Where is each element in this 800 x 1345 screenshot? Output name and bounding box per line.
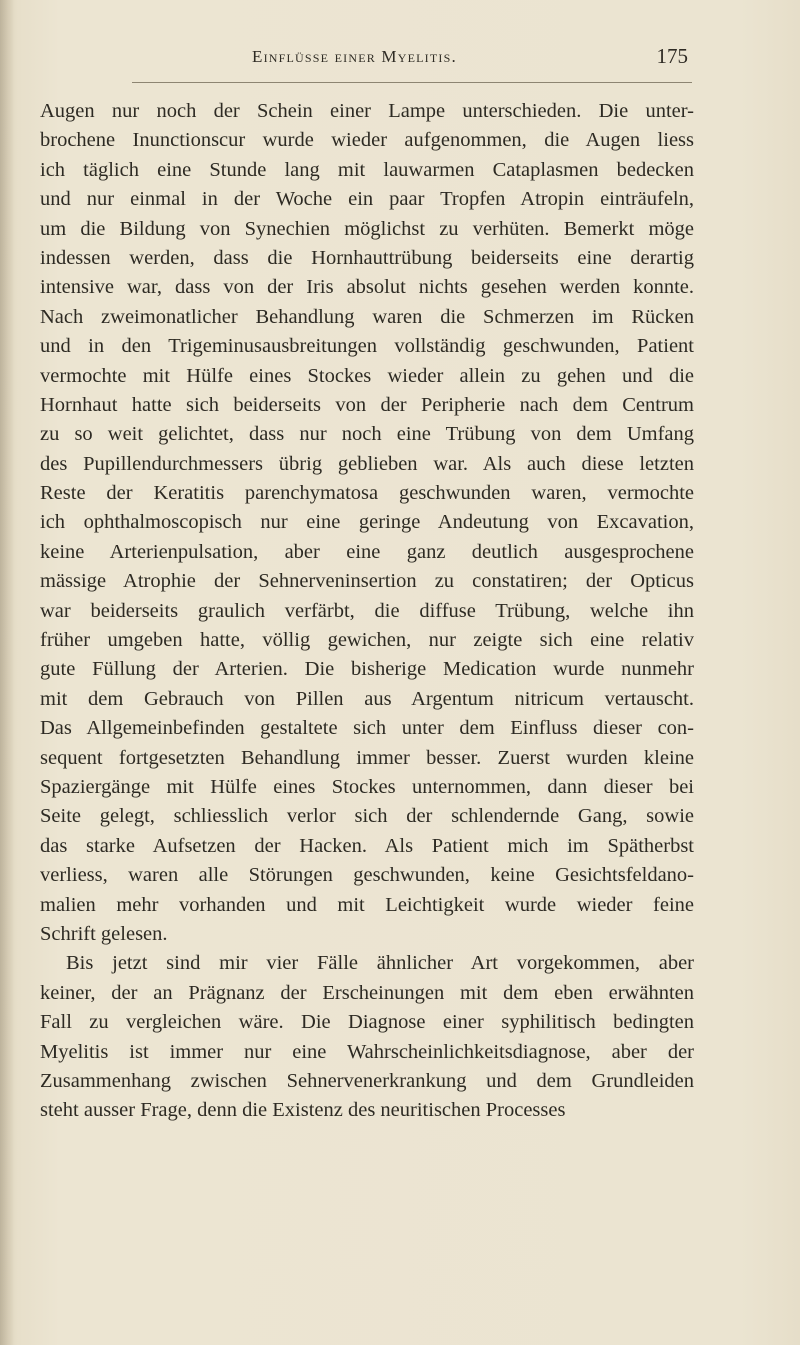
text-line: Augen nur noch der Schein einer Lampe unterschieden. Die unter-: [40, 100, 694, 122]
text-line: gute Füllung der Arterien. Die bisherige Medication wurde nunmehr: [40, 658, 694, 681]
text-line: und nur einmal in der Woche ein paar Tropfen Atropin einträufeln,: [40, 188, 694, 211]
text-line: verliess, waren alle Störungen geschwunden, keine Gesichtsfeldano-: [40, 864, 694, 887]
paragraph: [40, 97, 694, 949]
text-line: ich täglich eine Stunde lang mit lauwarmen Cataplasmen bedecken: [40, 158, 694, 181]
text-line: mit dem Gebrauch von Pillen aus Argentum nitricum vertauscht.: [40, 687, 694, 710]
text-line: zu so weit gelichtet, dass nur noch eine Trübung von dem Umfang: [40, 423, 694, 446]
text-line: Myelitis ist immer nur eine Wahrscheinlichkeitsdiagnose, aber der: [40, 1040, 694, 1063]
text-line: früher umgeben hatte, völlig gewichen, nur zeigte sich eine relativ: [40, 629, 694, 652]
text-line: intensive war, dass von der Iris absolut nichts gesehen werden konnte.: [40, 276, 694, 299]
text-line: Seite gelegt, schliesslich verlor sich der schlendernde Gang, sowie: [40, 805, 694, 828]
text-line: keine Arterienpulsation, aber eine ganz deutlich ausgesprochene: [40, 540, 694, 563]
running-head: [252, 44, 688, 73]
page-number: 175: [656, 44, 688, 68]
text-line: mässige Atrophie der Sehnerveninsertion zu constatiren; der Opticus: [40, 570, 694, 593]
text-line: vermochte mit Hülfe eines Stockes wieder allein zu gehen und die: [40, 364, 694, 387]
text-line: Reste der Keratitis parenchymatosa geschwunden waren, vermochte: [40, 482, 694, 505]
text-line: des Pupillendurchmessers übrig geblieben war. Als auch diese letzten: [40, 452, 694, 475]
text-line: das starke Aufsetzen der Hacken. Als Patient mich im Spätherbst: [40, 834, 694, 857]
text-line: ich ophthalmoscopisch nur eine geringe Andeutung von Excavation,: [40, 511, 694, 534]
text-line: Fall zu vergleichen wäre. Die Diagnose einer syphilitisch bedingten: [40, 1011, 694, 1034]
text-line: malien mehr vorhanden und mit Leichtigkeit wurde wieder feine: [40, 893, 694, 916]
text-line: indessen werden, dass die Hornhauttrübung beiderseits eine derartig: [40, 246, 694, 269]
text-line: Spaziergänge mit Hülfe eines Stockes unternommen, dann dieser bei: [40, 775, 694, 798]
text-line: war beiderseits graulich verfärbt, die diffuse Trübung, welche ihn: [40, 599, 694, 622]
page-spine-shadow: [0, 0, 14, 1345]
text-line: sequent fortgesetzten Behandlung immer besser. Zuerst wurden kleine: [40, 746, 694, 769]
text-line: steht ausser Frage, denn die Existenz des neuritischen Processes: [40, 1099, 566, 1122]
body-text: [40, 97, 694, 1126]
header-rule: [132, 82, 692, 83]
text-line: brochene Inunctionscur wurde wieder aufgenommen, die Augen liess: [40, 129, 694, 152]
text-line: Hornhaut hatte sich beiderseits von der Peripherie nach dem Centrum: [40, 393, 694, 416]
text-line: Bis jetzt sind mir vier Fälle ähnlicher Art vorgekommen, aber: [66, 952, 694, 975]
running-title: Einflüsse einer Myelitis.: [252, 47, 457, 66]
paragraph: [40, 949, 694, 1125]
text-line: keiner, der an Prägnanz der Erscheinungen mit dem eben erwähnten: [40, 981, 694, 1004]
text-line: Zusammenhang zwischen Sehnervenerkrankung und dem Grundleiden: [40, 1069, 694, 1092]
text-line: um die Bildung von Synechien möglichst zu verhüten. Bemerkt möge: [40, 217, 694, 240]
text-line: Schrift gelesen.: [40, 922, 168, 945]
text-line: Nach zweimonatlicher Behandlung waren die Schmerzen im Rücken: [40, 305, 694, 328]
text-line: Das Allgemeinbefinden gestaltete sich unter dem Einfluss dieser con-: [40, 717, 694, 740]
text-line: und in den Trigeminusausbreitungen vollständig geschwunden, Patient: [40, 335, 694, 358]
